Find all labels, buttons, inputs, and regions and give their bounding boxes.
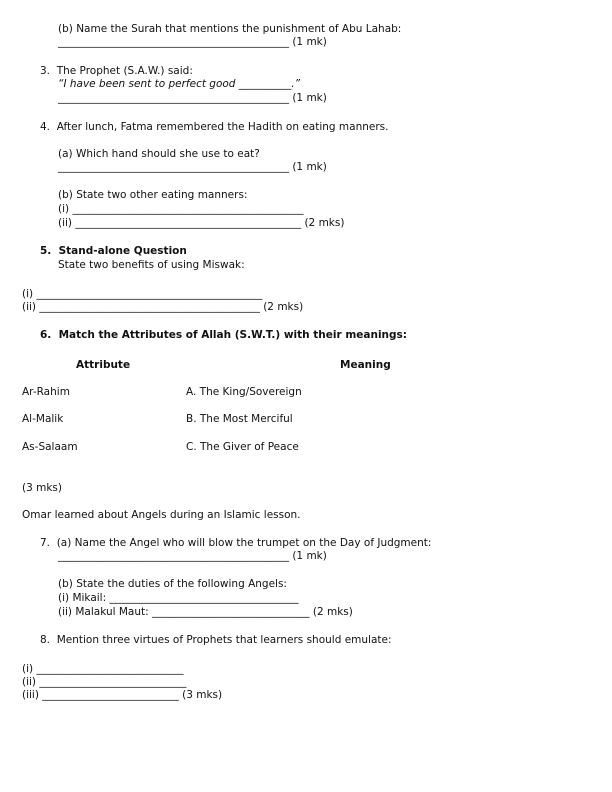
q6-title: 6. Match the Attributes of Allah (S.W.T.) with their meanings: xyxy=(40,329,407,341)
q4b-prompt: (b) State two other eating manners: xyxy=(58,189,248,201)
q2b-prompt: (b) Name the Surah that mentions the punishment of Abu Lahab: xyxy=(58,23,402,35)
q3-quote: “I have been sent to perfect good __________.” xyxy=(58,78,301,90)
q4a-answer-line[interactable]: ____________________________________________ (1 mk) xyxy=(58,161,327,173)
q8-answer-i[interactable]: (i) ____________________________ xyxy=(22,663,184,675)
q6-attribute: As-Salaam xyxy=(22,441,78,453)
q5-answer-ii[interactable]: (ii) __________________________________________ (2 mks) xyxy=(22,301,304,313)
q4b-answer-ii[interactable]: (ii) ___________________________________________ (2 mks) xyxy=(58,217,345,229)
q7-intro: Omar learned about Angels during an Islamic lesson. xyxy=(22,509,301,521)
q8-answer-ii[interactable]: (ii) ____________________________ xyxy=(22,676,187,688)
q8-prompt: 8. Mention three virtues of Prophets that learners should emulate: xyxy=(40,634,392,646)
q3-prompt: 3. The Prophet (S.A.W.) said: xyxy=(40,65,193,77)
q7b-prompt: (b) State the duties of the following Angels: xyxy=(58,578,287,590)
q7a-prompt: 7. (a) Name the Angel who will blow the trumpet on the Day of Judgment: xyxy=(40,537,432,549)
q4b-answer-i[interactable]: (i) ____________________________________________ xyxy=(58,203,304,215)
q3-answer-line[interactable]: ____________________________________________ (1 mk) xyxy=(58,92,327,104)
q2b-answer-line[interactable]: ____________________________________________ (1 mk) xyxy=(58,36,327,48)
q4-prompt: 4. After lunch, Fatma remembered the Hadith on eating manners. xyxy=(40,121,389,133)
q5-title: 5. Stand-alone Question xyxy=(40,245,187,257)
q8-answer-iii[interactable]: (iii) __________________________ (3 mks) xyxy=(22,689,223,701)
q6-attribute: Ar-Rahim xyxy=(22,386,70,398)
q7b-answer-i[interactable]: (i) Mikail: ____________________________________ xyxy=(58,592,299,604)
q6-col-meaning: Meaning xyxy=(340,359,391,371)
q7b-answer-ii[interactable]: (ii) Malakul Maut: ______________________________ (2 mks) xyxy=(58,606,353,618)
q6-attribute: Al-Malik xyxy=(22,413,64,425)
q5-prompt: State two benefits of using Miswak: xyxy=(58,259,245,271)
q6-meaning: C. The Giver of Peace xyxy=(186,441,299,453)
q7a-answer-line[interactable]: ____________________________________________ (1 mk) xyxy=(58,550,327,562)
q4a-prompt: (a) Which hand should she use to eat? xyxy=(58,148,260,160)
q6-marks: (3 mks) xyxy=(22,482,62,494)
q6-meaning: B. The Most Merciful xyxy=(186,413,293,425)
q6-col-attribute: Attribute xyxy=(76,359,131,371)
q6-meaning: A. The King/Sovereign xyxy=(186,386,302,398)
q5-answer-i[interactable]: (i) ___________________________________________ xyxy=(22,288,263,300)
